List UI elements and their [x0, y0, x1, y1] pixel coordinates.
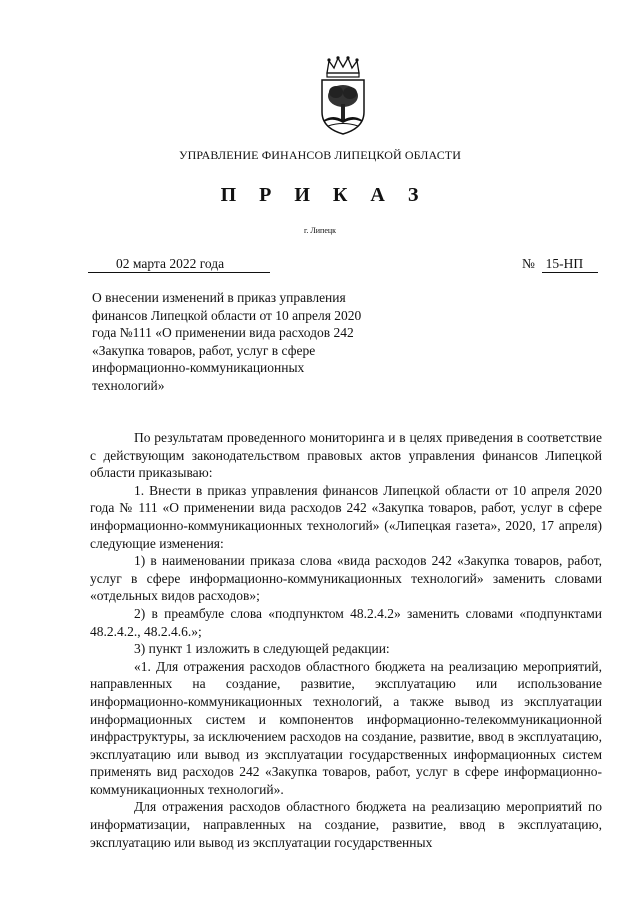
number-value: 15-НП — [542, 256, 598, 273]
coat-of-arms-icon — [318, 56, 368, 136]
body-paragraph: 3) пункт 1 изложить в следующей редакции: — [134, 641, 390, 657]
body-paragraph: «1. Для отражения расходов областного бюджета на реализацию мероприятий, направленных на создание, развитие, эксплуатацию или использование информационно-коммуникационных технологий, а также вывод из эксплуатации информационных систем и компонентов информационно-телекоммуникационной инфраструктуры, за исключением расходов на создание, развитие, ввод в эксплуатацию, эксплуатацию или вывод из эксплуатации государственных информационных систем применять вид расходов 242 «Закупка товаров, работ, услуг в сфере информационно-коммуникационных технологий». — [90, 658, 602, 797]
number-sign: № — [522, 256, 535, 271]
document-body — [90, 429, 602, 851]
city-label: г. Липецк — [303, 226, 337, 235]
body-paragraph: 2) в преамбуле слова «подпунктом 48.2.4.2» заменить словами «подпунктами 48.2.4.2., 48.2.4.6.»; — [90, 605, 602, 639]
agency-name: УПРАВЛЕНИЕ ФИНАНСОВ ЛИПЕЦКОЙ ОБЛАСТИ — [178, 148, 462, 162]
document-number — [522, 256, 598, 273]
document-subject: О внесении изменений в приказ управления финансов Липецкой области от 10 апреля 2020 года №111 «О применении вида расходов 242 «Закупка товаров, работ, услуг в сфере информационно-коммуникационных технологий» — [92, 290, 362, 393]
body-paragraph: 1) в наименовании приказа слова «вида расходов 242 «Закупка товаров, работ, услуг в сфере информационно-коммуникационных технологий» заменить словами «отдельных видов расходов»; — [90, 553, 602, 604]
document-type-title: П Р И К А З — [220, 184, 428, 206]
document-date: 02 марта 2022 года — [88, 256, 270, 273]
body-paragraph: 1. Внести в приказ управления финансов Липецкой области от 10 апреля 2020 года № 111 «О применении вида расходов 242 «Закупка товаров, работ, услуг в сфере информационно-коммуникационных технологий» («Липецкая газета», 2020, 17 апреля) следующие изменения: — [90, 482, 602, 551]
body-paragraph: По результатам проведенного мониторинга и в целях приведения в соответствие с действующим законодательством правовых актов управления финансов Липецкой области приказываю: — [90, 430, 602, 481]
body-paragraph: Для отражения расходов областного бюджета на реализацию мероприятий по информатизации, направленных на создание, развитие, ввод в эксплуатацию, эксплуатацию или вывод из эксплуатации государственных — [90, 799, 602, 850]
